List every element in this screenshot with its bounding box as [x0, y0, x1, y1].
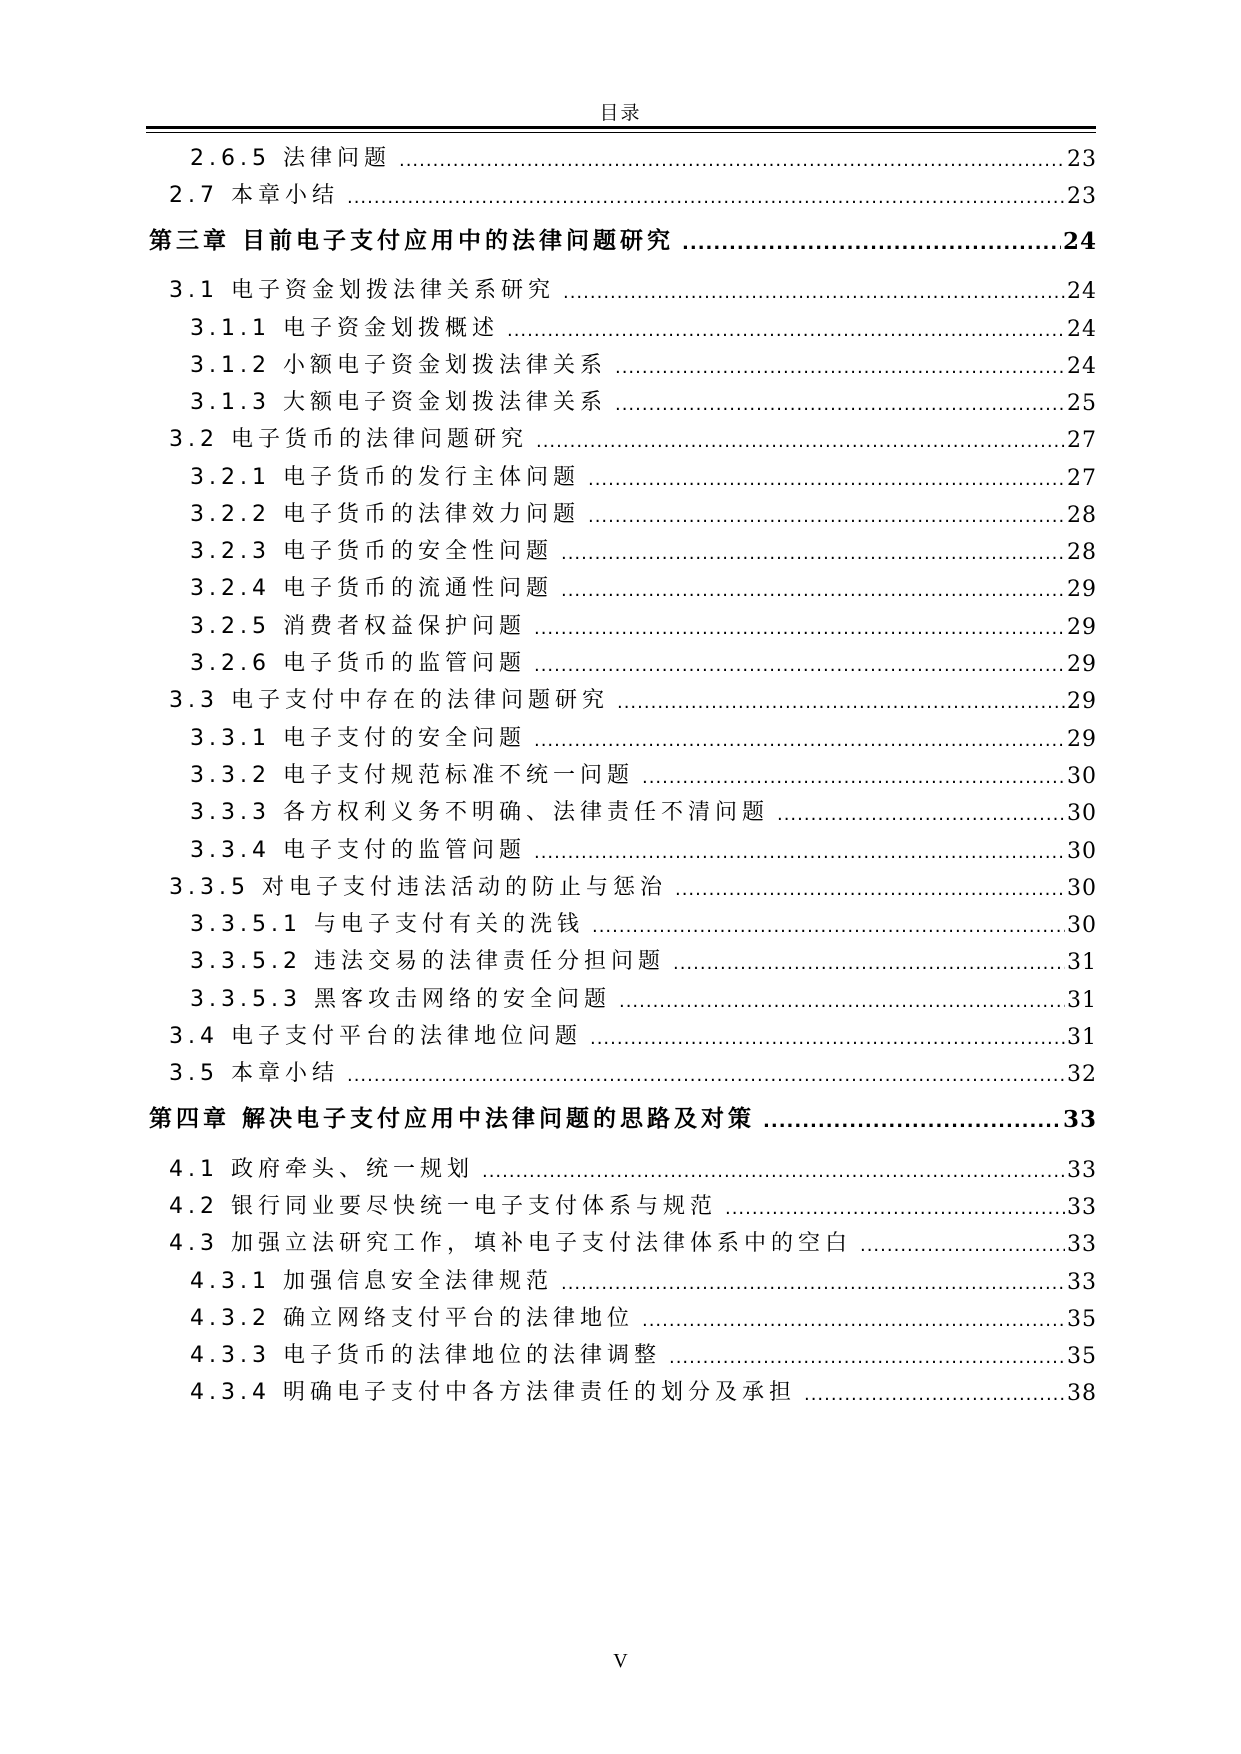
toc-entry-label: 3.3.5.3 黑客攻击网络的安全问题	[190, 987, 611, 1012]
toc-dot-leader	[619, 993, 1065, 1013]
toc-entry-page: 29	[1067, 689, 1097, 714]
toc-entry[interactable]	[169, 421, 1097, 453]
running-header: 目录	[599, 102, 642, 124]
toc-dot-leader	[534, 620, 1065, 640]
toc-entry-page: 28	[1067, 503, 1097, 528]
toc-entry-label: 3.2.5 消费者权益保护问题	[190, 614, 526, 639]
toc-entry-page: 31	[1067, 950, 1097, 975]
toc-entry-label: 3.3.1 电子支付的安全问题	[190, 726, 526, 751]
toc-entry-page: 24	[1067, 354, 1097, 379]
toc-entry[interactable]	[190, 533, 1097, 565]
toc-entry[interactable]	[190, 1374, 1097, 1406]
toc-entry-page: 29	[1067, 652, 1097, 677]
toc-entry-label: 2.7 本章小结	[169, 183, 339, 208]
toc-dot-leader	[642, 1312, 1065, 1332]
toc-dot-leader	[615, 359, 1065, 379]
toc-entry-page: 28	[1067, 540, 1097, 565]
toc-dot-leader	[669, 1349, 1065, 1369]
toc-entry-label: 3.3.2 电子支付规范标准不统一问题	[190, 763, 634, 788]
toc-entry-label: 3.5 本章小结	[169, 1061, 339, 1086]
toc-entry[interactable]	[169, 177, 1097, 209]
page-number: V	[613, 1650, 628, 1672]
toc-entry[interactable]	[190, 459, 1097, 491]
toc-entry-page: 29	[1067, 577, 1097, 602]
toc-entry[interactable]	[169, 1225, 1097, 1257]
toc-dot-leader	[615, 396, 1065, 416]
toc-dot-leader	[561, 1275, 1065, 1295]
toc-entry-page: 38	[1067, 1381, 1097, 1406]
toc-entry-label: 4.3.4 明确电子支付中各方法律责任的划分及承担	[190, 1380, 796, 1405]
toc-dot-leader	[536, 433, 1065, 453]
toc-dot-leader	[590, 1030, 1065, 1050]
toc-entry[interactable]	[169, 1055, 1097, 1087]
toc-entry[interactable]	[169, 272, 1097, 304]
toc-dot-leader	[642, 769, 1065, 789]
toc-entry-page: 31	[1067, 1025, 1097, 1050]
toc-entry-page: 25	[1067, 391, 1097, 416]
toc-dot-leader	[534, 844, 1065, 864]
toc-entry-label: 3.2.2 电子货币的法律效力问题	[190, 502, 580, 527]
toc-entry-label: 4.3.3 电子货币的法律地位的法律调整	[190, 1343, 661, 1368]
toc-entry[interactable]	[190, 1300, 1097, 1332]
toc-entry-page: 33	[1062, 1106, 1097, 1133]
toc-dot-leader	[617, 694, 1065, 714]
toc-entry[interactable]	[190, 906, 1097, 938]
toc-entry-label: 第四章 解决电子支付应用中法律问题的思路及对策	[149, 1106, 756, 1132]
toc-entry-label: 3.1.3 大额电子资金划拨法律关系	[190, 390, 607, 415]
toc-entry-label: 3.2 电子货币的法律问题研究	[169, 427, 528, 452]
toc-entry[interactable]	[190, 496, 1097, 528]
toc-entry[interactable]	[190, 1337, 1097, 1369]
toc-dot-leader	[561, 582, 1065, 602]
toc-entry-label: 3.2.4 电子货币的流通性问题	[190, 576, 553, 601]
toc-entry-page: 29	[1067, 727, 1097, 752]
toc-entry-label: 3.3.5 对电子支付违法活动的防止与惩治	[169, 875, 667, 900]
toc-dot-leader	[482, 1163, 1065, 1183]
toc-entry[interactable]	[190, 608, 1097, 640]
toc-entry-label: 3.4 电子支付平台的法律地位问题	[169, 1024, 582, 1049]
toc-entry-page: 23	[1067, 184, 1097, 209]
toc-entry-label: 3.1.2 小额电子资金划拨法律关系	[190, 353, 607, 378]
toc-entry-label: 4.1 政府牵头、统一规划	[169, 1157, 474, 1182]
toc-dot-leader	[804, 1386, 1065, 1406]
toc-entry-page: 30	[1067, 913, 1097, 938]
toc-entry-page: 33	[1067, 1270, 1097, 1295]
toc-entry-page: 24	[1067, 317, 1097, 342]
toc-entry-page: 30	[1067, 876, 1097, 901]
toc-entry-label: 3.1.1 电子资金划拨概述	[190, 316, 499, 341]
toc-dot-leader	[777, 806, 1065, 826]
toc-entry[interactable]	[190, 832, 1097, 864]
toc-dot-leader	[399, 152, 1065, 172]
toc-entry-page: 33	[1067, 1232, 1097, 1257]
toc-dot-leader	[673, 955, 1065, 975]
toc-dot-leader	[860, 1237, 1065, 1257]
toc-entry[interactable]	[190, 384, 1097, 416]
toc-dot-leader	[588, 508, 1065, 528]
toc-entry[interactable]	[190, 347, 1097, 379]
toc-entry[interactable]	[169, 1018, 1097, 1050]
toc-entry-label: 3.3.5.2 违法交易的法律责任分担问题	[190, 949, 665, 974]
toc-dot-leader	[561, 545, 1065, 565]
toc-entry-label: 3.2.3 电子货币的安全性问题	[190, 539, 553, 564]
toc-entry-label: 4.3.2 确立网络支付平台的法律地位	[190, 1306, 634, 1331]
toc-entry[interactable]	[190, 1263, 1097, 1295]
toc-dot-leader	[725, 1200, 1065, 1220]
toc-entry[interactable]	[169, 869, 1097, 901]
toc-dot-leader	[675, 881, 1065, 901]
toc-entry[interactable]	[190, 140, 1097, 172]
toc-entry-page: 33	[1067, 1195, 1097, 1220]
toc-entry[interactable]	[190, 943, 1097, 975]
toc-entry[interactable]	[190, 981, 1097, 1013]
toc-entry-label: 3.2.1 电子货币的发行主体问题	[190, 465, 580, 490]
toc-entry-page: 35	[1067, 1344, 1097, 1369]
toc-entry-label: 4.2 银行同业要尽快统一电子支付体系与规范	[169, 1194, 717, 1219]
toc-entry[interactable]	[190, 645, 1097, 677]
toc-entry-label: 3.1 电子资金划拨法律关系研究	[169, 278, 555, 303]
toc-entry-label: 3.3 电子支付中存在的法律问题研究	[169, 688, 609, 713]
toc-entry-page: 35	[1067, 1307, 1097, 1332]
toc-dot-leader	[682, 235, 1061, 255]
toc-dot-leader	[347, 189, 1065, 209]
toc-chapter-entry[interactable]	[149, 1101, 1097, 1133]
toc-dot-leader	[763, 1113, 1061, 1133]
toc-entry[interactable]	[169, 1188, 1097, 1220]
toc-entry-page: 24	[1067, 279, 1097, 304]
toc-dot-leader	[534, 732, 1065, 752]
toc-entry-label: 3.3.5.1 与电子支付有关的洗钱	[190, 912, 584, 937]
toc-entry-page: 31	[1067, 988, 1097, 1013]
toc-entry-page: 23	[1067, 147, 1097, 172]
toc-dot-leader	[592, 918, 1065, 938]
toc-entry-page: 27	[1067, 428, 1097, 453]
toc-entry[interactable]	[169, 1151, 1097, 1183]
toc-dot-leader	[507, 322, 1065, 342]
toc-entry-page: 27	[1067, 466, 1097, 491]
toc-entry[interactable]	[190, 570, 1097, 602]
toc-dot-leader	[534, 657, 1065, 677]
toc-entry-label: 4.3.1 加强信息安全法律规范	[190, 1269, 553, 1294]
toc-entry-page: 33	[1067, 1158, 1097, 1183]
toc-entry-label: 4.3 加强立法研究工作，填补电子支付法律体系中的空白	[169, 1231, 852, 1256]
toc-entry[interactable]	[190, 720, 1097, 752]
toc-entry[interactable]	[190, 757, 1097, 789]
toc-dot-leader	[563, 284, 1065, 304]
toc-entry[interactable]	[190, 310, 1097, 342]
toc-entry-page: 24	[1062, 228, 1097, 255]
toc-entry-page: 32	[1067, 1062, 1097, 1087]
toc-entry-label: 3.2.6 电子货币的监管问题	[190, 651, 526, 676]
toc-chapter-entry[interactable]	[149, 223, 1097, 255]
toc-entry-page: 30	[1067, 764, 1097, 789]
toc-entry-label: 3.3.3 各方权利义务不明确、法律责任不清问题	[190, 800, 769, 825]
toc-entry-page: 30	[1067, 839, 1097, 864]
toc-entry-label: 3.3.4 电子支付的监管问题	[190, 838, 526, 863]
toc-dot-leader	[588, 471, 1065, 491]
toc-entry-label: 2.6.5 法律问题	[190, 146, 391, 171]
toc-entry-label: 第三章 目前电子支付应用中的法律问题研究	[149, 228, 675, 254]
toc-entry[interactable]	[169, 682, 1097, 714]
toc-entry-page: 29	[1067, 615, 1097, 640]
toc-dot-leader	[347, 1067, 1065, 1087]
toc-entry-page: 30	[1067, 801, 1097, 826]
toc-entry[interactable]	[190, 794, 1097, 826]
